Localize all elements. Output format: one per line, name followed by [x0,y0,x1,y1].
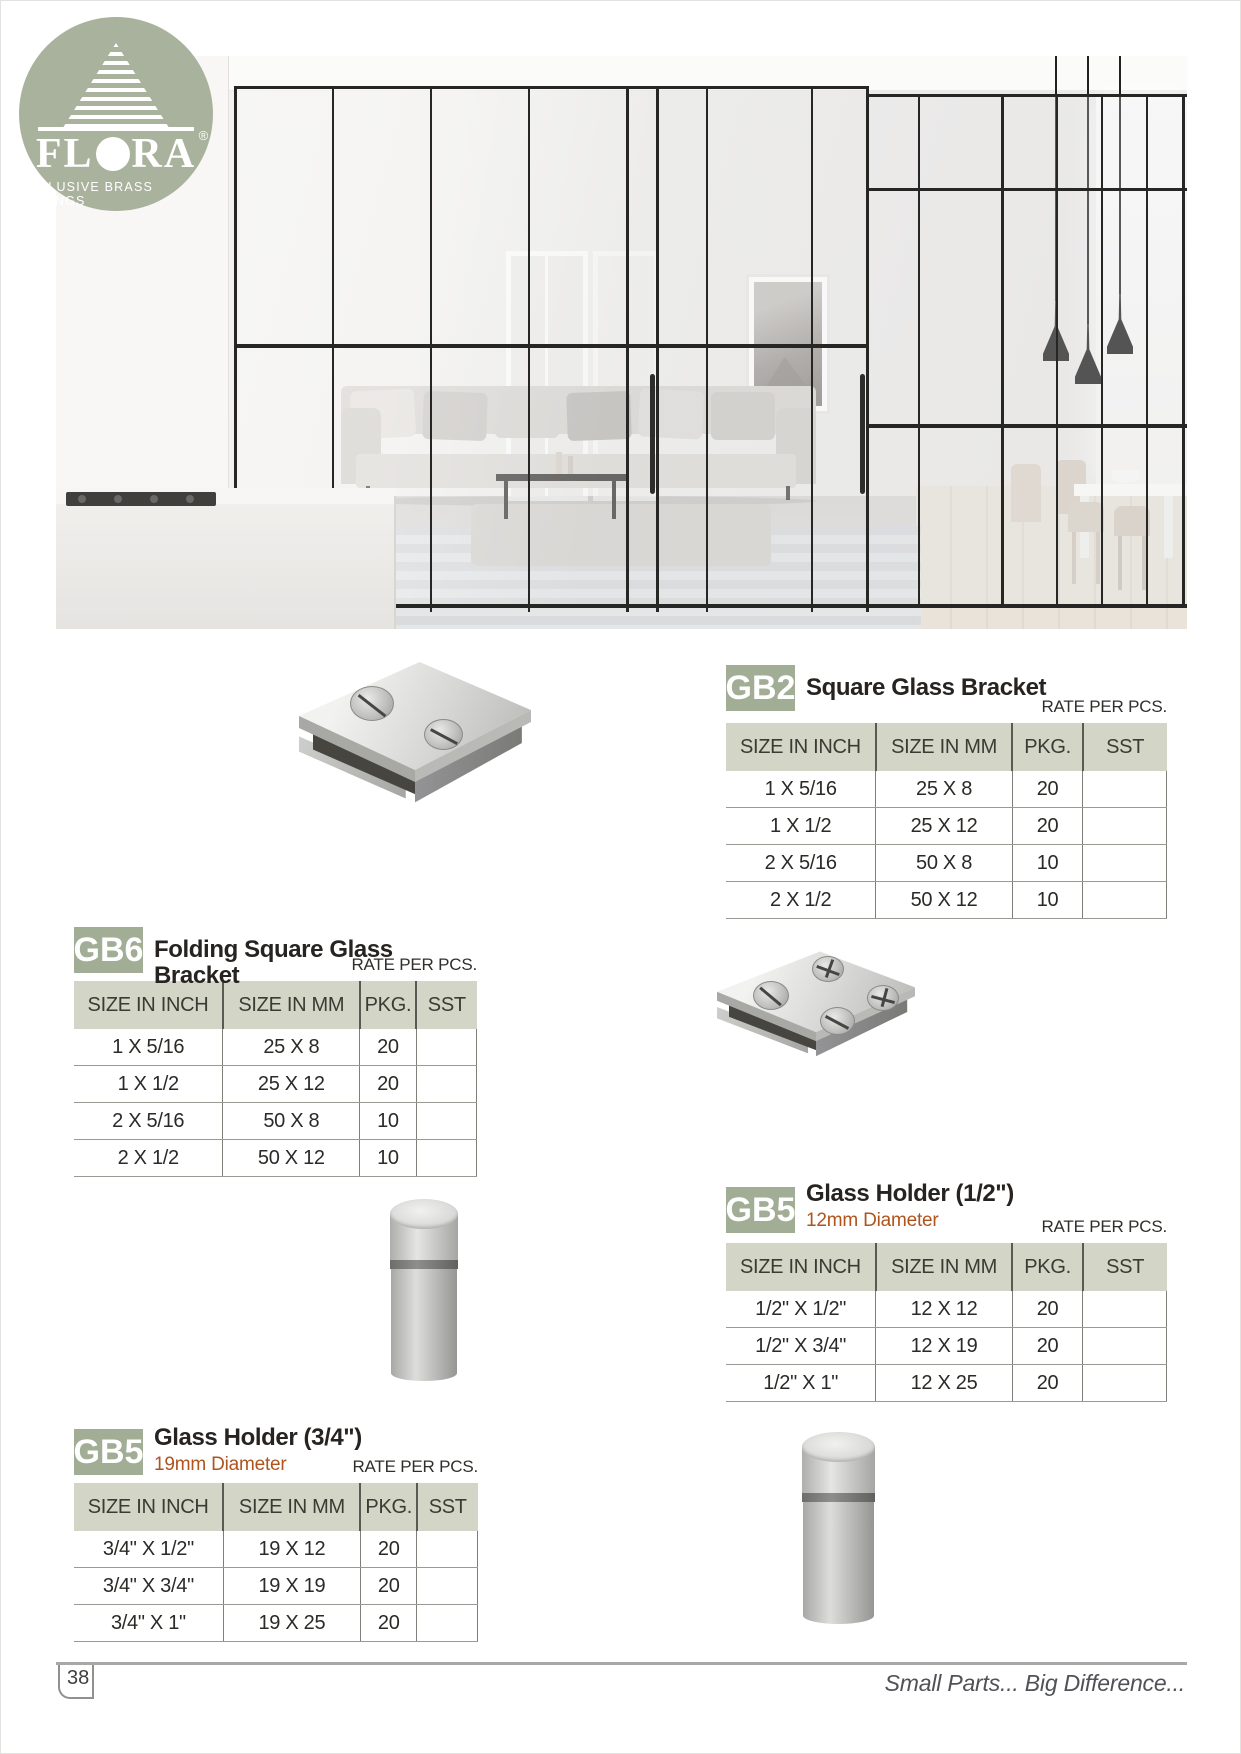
column-header: SST [416,981,476,1029]
table-cell: 20 [360,1029,416,1066]
page-number: 38 [58,1665,94,1699]
table-row [726,771,1167,808]
flora-logo [19,17,213,211]
column-header: SIZE IN INCH [726,723,876,771]
table-cell [417,1568,478,1605]
screw-icon [753,981,789,1010]
door-handle [650,374,655,494]
table-cell [1083,808,1167,845]
table-cell [416,1066,476,1103]
table-row [726,808,1167,845]
section-gb2 [726,665,1167,919]
hero-photo [56,56,1187,629]
table-cell: 25 X 8 [223,1029,360,1066]
door-handle [860,374,865,494]
table-cell: 2 X 5/16 [726,845,876,882]
column-header: PKG. [360,981,416,1029]
table-cell: 1/2" X 1/2" [726,1291,876,1328]
table-row [726,1291,1167,1328]
table-cell [416,1103,476,1140]
gb5-badge: GB5 [74,1429,143,1475]
section-title: Glass Holder (1/2") [806,1180,1014,1207]
table-cell: 20 [360,1066,416,1103]
table-row [74,1029,477,1066]
table-cell: 20 [1012,1328,1082,1365]
table-cell: 12 X 12 [876,1291,1013,1328]
table-cell [417,1531,478,1568]
table-cell: 3/4" X 1" [74,1605,223,1642]
table-cell: 1 X 1/2 [726,808,876,845]
table-cell: 1 X 5/16 [726,771,876,808]
table-cell: 10 [360,1140,416,1177]
section-title: Folding Square Glass Bracket [154,936,393,990]
table-cell: 1 X 5/16 [74,1029,223,1066]
column-header: SIZE IN INCH [74,981,223,1029]
registered-mark: ® [198,128,211,143]
screw-icon [350,686,394,721]
gb6-product-image [717,947,915,1059]
table-cell: 1/2" X 1" [726,1365,876,1402]
table-row [726,845,1167,882]
table-row [74,1066,477,1103]
table-cell: 20 [360,1531,416,1568]
table-cell: 25 X 8 [876,771,1013,808]
section-subtitle: 19mm Diameter [154,1454,287,1476]
brand-name-right: RA [131,131,197,177]
table-cell [1083,1291,1167,1328]
table-cell: 2 X 5/16 [74,1103,223,1140]
gb5-threequarter-spec-table [74,1483,478,1642]
table-cell: 19 X 19 [223,1568,360,1605]
table-cell: 50 X 8 [876,845,1013,882]
gb5-threequarter-product-image [802,1432,875,1624]
table-cell: 3/4" X 1/2" [74,1531,223,1568]
table-cell: 25 X 12 [876,808,1013,845]
table-cell: 19 X 12 [223,1531,360,1568]
table-cell [1083,1328,1167,1365]
column-header: PKG. [360,1483,416,1531]
section-title: Glass Holder (3/4") [154,1424,362,1451]
table-row [74,1103,477,1140]
column-header: SIZE IN MM [223,981,360,1029]
column-header: SST [1083,1243,1167,1291]
table-cell: 50 X 8 [223,1103,360,1140]
table-row [74,1605,478,1642]
gb2-spec-table [726,723,1167,919]
rate-per-pcs-label: RATE PER PCS. [1041,1217,1167,1236]
gb6-badge: GB6 [74,927,143,973]
table-cell: 50 X 12 [876,882,1013,919]
gb5-half-product-image [390,1199,458,1381]
table-row [74,1531,478,1568]
section-gb5-half [726,1181,1167,1402]
gb5-half-spec-table [726,1243,1167,1402]
screw-icon [812,956,844,982]
table-row [726,882,1167,919]
section-title: Square Glass Bracket [806,674,1047,701]
gb6-spec-table [74,981,477,1177]
flora-tree-icon [61,43,171,131]
section-gb6 [74,927,477,1177]
table-cell [416,1029,476,1066]
table-cell: 20 [360,1605,416,1642]
brand-name-left: FL [35,131,94,177]
table-cell: 20 [1012,808,1082,845]
table-cell: 1 X 1/2 [74,1066,223,1103]
column-header: SST [1083,723,1167,771]
table-cell [416,1140,476,1177]
table-cell: 50 X 12 [223,1140,360,1177]
glass-pane [866,94,1187,608]
brand-o-circle [96,137,130,171]
column-header: SIZE IN MM [223,1483,360,1531]
footer-tagline: Small Parts... Big Difference... [884,1670,1185,1696]
gb2-product-image [299,656,531,806]
column-header: SST [417,1483,478,1531]
rate-per-pcs-label: RATE PER PCS. [351,955,477,974]
column-header: SIZE IN INCH [726,1243,876,1291]
screw-icon [424,719,463,750]
table-cell: 1/2" X 3/4" [726,1328,876,1365]
table-cell: 19 X 25 [223,1605,360,1642]
table-cell: 12 X 25 [876,1365,1013,1402]
table-cell [1083,882,1167,919]
footer-rule [56,1662,1187,1665]
table-row [74,1568,478,1605]
column-header: SIZE IN MM [876,1243,1013,1291]
table-cell: 3/4" X 3/4" [74,1568,223,1605]
column-header: SIZE IN MM [876,723,1013,771]
table-row [74,1140,477,1177]
column-header: SIZE IN INCH [74,1483,223,1531]
table-cell: 2 X 1/2 [726,882,876,919]
table-cell: 10 [360,1103,416,1140]
gb2-badge: GB2 [726,665,795,711]
table-cell: 20 [1012,1365,1082,1402]
table-row [726,1365,1167,1402]
table-cell [1083,771,1167,808]
table-cell: 20 [1012,1291,1082,1328]
rate-per-pcs-label: RATE PER PCS. [1041,697,1167,716]
table-cell: 20 [360,1568,416,1605]
table-row [726,1328,1167,1365]
column-header: PKG. [1012,723,1082,771]
section-gb5-threequarter [74,1425,478,1642]
table-cell [1083,1365,1167,1402]
table-cell: 10 [1012,845,1082,882]
gb5-badge: GB5 [726,1187,795,1233]
brand-tagline: EXCLUSIVE BRASS FITTINGS [19,180,154,208]
rate-per-pcs-label: RATE PER PCS. [352,1457,478,1476]
table-cell [417,1605,478,1642]
column-header: PKG. [1012,1243,1082,1291]
table-cell [1083,845,1167,882]
table-cell: 25 X 12 [223,1066,360,1103]
table-cell: 20 [1012,771,1082,808]
table-cell: 12 X 19 [876,1328,1013,1365]
table-cell: 10 [1012,882,1082,919]
section-subtitle: 12mm Diameter [806,1210,939,1232]
table-cell: 2 X 1/2 [74,1140,223,1177]
